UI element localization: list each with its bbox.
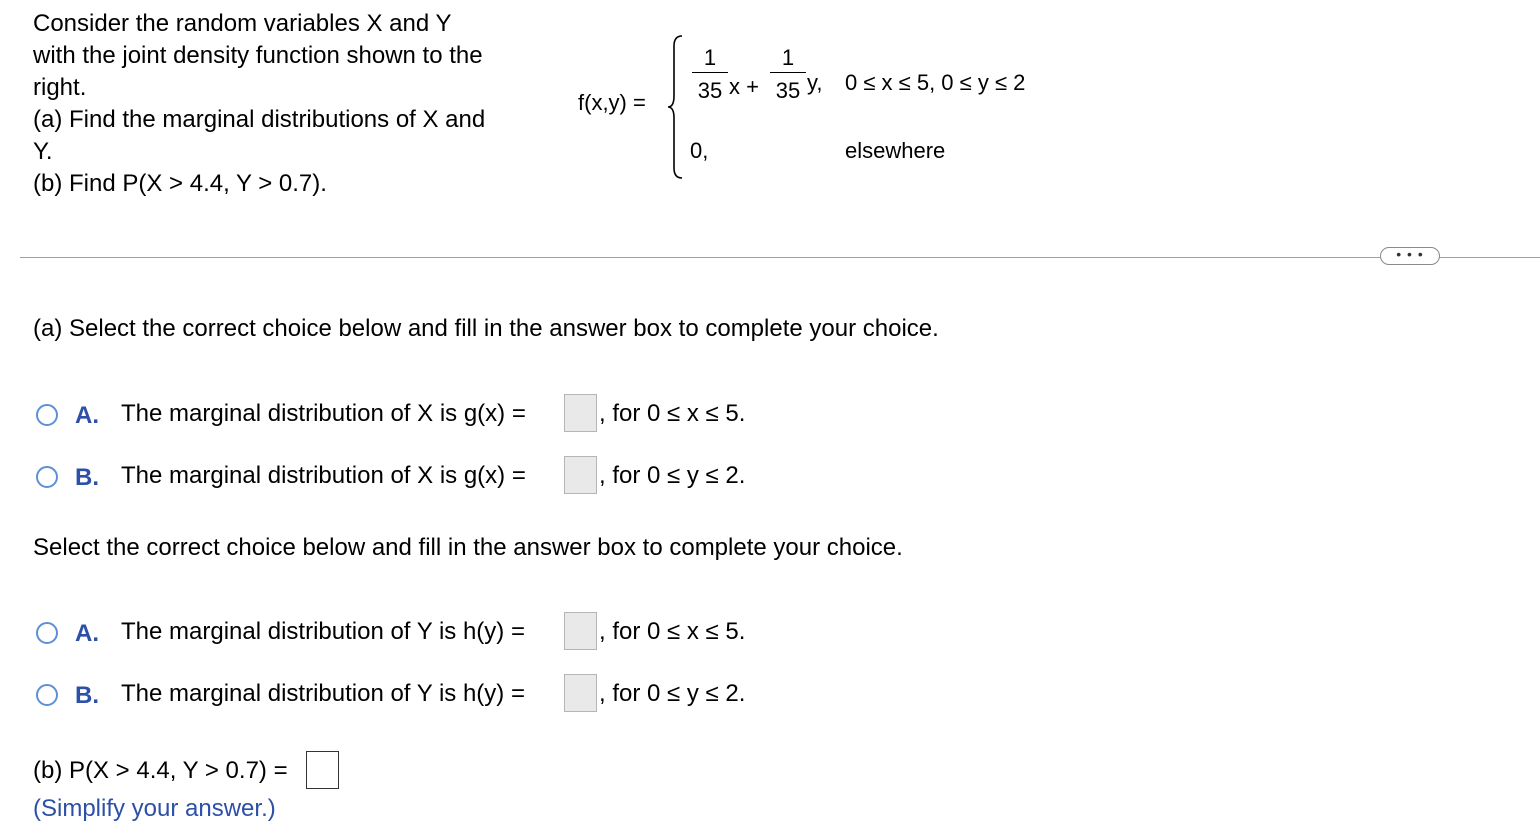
joint-density-equation — [578, 34, 1058, 180]
left-brace-icon — [666, 34, 686, 180]
fraction-2-denominator: 35 — [775, 78, 801, 103]
choice-range: , for 0 ≤ y ≤ 2. — [599, 680, 746, 707]
more-options-button[interactable]: • • • — [1380, 247, 1440, 265]
choice-letter: B. — [75, 682, 99, 709]
answer-input[interactable] — [564, 612, 597, 650]
part-b-answer-input[interactable] — [306, 751, 339, 789]
choice-text: The marginal distribution of Y is h(y) = — [121, 618, 525, 645]
part-a-instruction-2: Select the correct choice below and fill in the answer box to complete your choice. — [33, 534, 903, 561]
question-line: with the joint density function shown to the — [33, 42, 483, 69]
question-line: Consider the random variables X and Y — [33, 10, 452, 37]
question-text — [33, 8, 533, 200]
radio-button[interactable] — [36, 404, 58, 426]
answer-input[interactable] — [564, 456, 597, 494]
question-line: Y. — [33, 138, 53, 165]
simplify-hint: (Simplify your answer.) — [33, 795, 276, 822]
question-line: (b) Find P(X > 4.4, Y > 0.7). — [33, 170, 327, 197]
radio-button[interactable] — [36, 684, 58, 706]
choice-x-b[interactable] — [36, 456, 796, 496]
part-a-instruction: (a) Select the correct choice below and fill in the answer box to complete your choice. — [33, 315, 939, 342]
choice-x-a[interactable] — [36, 394, 796, 434]
radio-button[interactable] — [36, 466, 58, 488]
choice-text: The marginal distribution of X is g(x) = — [121, 462, 526, 489]
radio-button[interactable] — [36, 622, 58, 644]
fraction-2-numerator: 1 — [770, 46, 806, 73]
choice-letter: A. — [75, 402, 99, 429]
choice-range: , for 0 ≤ y ≤ 2. — [599, 462, 746, 489]
case-2-condition: elsewhere — [845, 138, 946, 163]
question-line: (a) Find the marginal distributions of X and — [33, 106, 486, 133]
case-2-value: 0, — [690, 138, 709, 163]
fraction-1-denominator: 35 — [697, 78, 723, 103]
choice-y-b[interactable] — [36, 674, 796, 714]
fraction-1-numerator: 1 — [692, 46, 728, 73]
choice-text: The marginal distribution of X is g(x) = — [121, 400, 526, 427]
case-1-condition: 0 ≤ x ≤ 5, 0 ≤ y ≤ 2 — [845, 70, 1026, 95]
part-b-label: (b) P(X > 4.4, Y > 0.7) = — [33, 757, 288, 784]
answer-input[interactable] — [564, 394, 597, 432]
choice-range: , for 0 ≤ x ≤ 5. — [599, 400, 746, 427]
question-line: right. — [33, 74, 87, 101]
choice-y-a[interactable] — [36, 612, 796, 652]
fraction-2 — [770, 46, 806, 103]
term-y: y, — [807, 70, 823, 95]
choice-range: , for 0 ≤ x ≤ 5. — [599, 618, 746, 645]
choice-letter: A. — [75, 620, 99, 647]
equation-lhs: f(x,y) = — [578, 90, 646, 115]
choice-letter: B. — [75, 464, 99, 491]
section-divider — [20, 257, 1540, 258]
fraction-1 — [692, 46, 728, 103]
term-x: x + — [729, 74, 759, 99]
choice-text: The marginal distribution of Y is h(y) = — [121, 680, 525, 707]
answer-input[interactable] — [564, 674, 597, 712]
